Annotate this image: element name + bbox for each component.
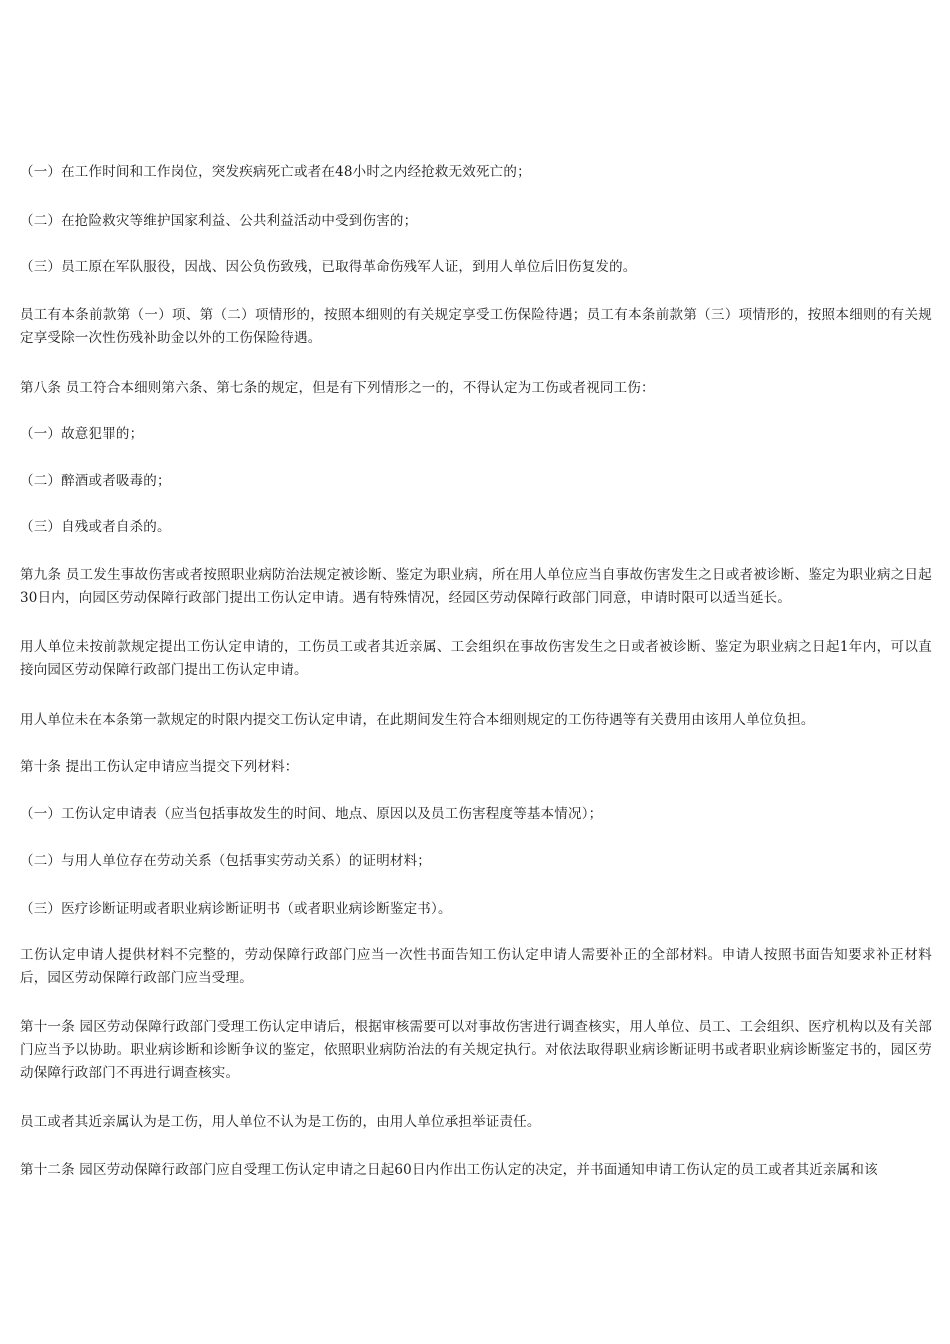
paragraph-article-10-item-1: （一）工伤认定申请表（应当包括事故发生的时间、地点、原因以及员工伤害程度等基本情况）； <box>20 806 603 822</box>
paragraph-clause-3: （三）员工原在军队服役，因战、因公负伤致残，已取得革命伤残军人证，到用人单位后旧伤复发的。 <box>20 259 637 275</box>
paragraph-article-9-clause-3: 用人单位未在本条第一款规定的时限内提交工伤认定申请，在此期间发生符合本细则规定的工伤待遇等有关费用由该用人单位负担。 <box>20 712 815 728</box>
paragraph-article-11: 第十一条 园区劳动保障行政部门受理工伤认定申请后，根据审核需要可以对事故伤害进行调查核实，用人单位、员工、工会组织、医疗机构以及有关部门应当予以协助。职业病诊断和诊断争议的鉴定，依照职业病防治法的有关规定执行。对依法取得职业病诊断证明书或者职业病诊断鉴定书的，园区劳动保障行政部门不再进行调查核实。 <box>20 1019 932 1081</box>
paragraph-article-12: 第十二条 园区劳动保障行政部门应自受理工伤认定申请之日起60日内作出工伤认定的决定，并书面通知申请工伤认定的员工或者其近亲属和该 <box>20 1162 878 1178</box>
paragraph-article-10-item-3: （三）医疗诊断证明或者职业病诊断证明书（或者职业病诊断鉴定书）。 <box>20 901 452 917</box>
paragraph-clause-2: （二）在抢险救灾等维护国家利益、公共利益活动中受到伤害的； <box>20 213 418 229</box>
paragraph-article-10-item-2: （二）与用人单位存在劳动关系（包括事实劳动关系）的证明材料； <box>20 853 431 869</box>
paragraph-article-8-item-3: （三）自残或者自杀的。 <box>20 519 171 535</box>
paragraph-article-9-clause-2: 用人单位未按前款规定提出工伤认定申请的，工伤员工或者其近亲属、工会组织在事故伤害发生之日或者被诊断、鉴定为职业病之日起1年内，可以直接向园区劳动保障行政部门提出工伤认定申请。 <box>20 639 932 678</box>
paragraph-article-9: 第九条 员工发生事故伤害或者按照职业病防治法规定被诊断、鉴定为职业病，所在用人单位应当自事故伤害发生之日或者被诊断、鉴定为职业病之日起30日内，向园区劳动保障行政部门提出工伤认定申请。遇有特殊情况，经园区劳动保障行政部门同意，申请时限可以适当延长。 <box>20 567 932 606</box>
paragraph-article-8: 第八条 员工符合本细则第六条、第七条的规定，但是有下列情形之一的，不得认定为工伤或者视同工伤： <box>20 380 655 396</box>
paragraph-treatment: 员工有本条前款第（一）项、第（二）项情形的，按照本细则的有关规定享受工伤保险待遇；员工有本条前款第（三）项情形的，按照本细则的有关规定享受除一次性伤残补助金以外的工伤保险待遇。 <box>20 307 932 346</box>
paragraph-article-8-item-2: （二）醉酒或者吸毒的； <box>20 473 171 489</box>
paragraph-article-10: 第十条 提出工伤认定申请应当提交下列材料： <box>20 759 299 775</box>
paragraph-article-8-item-1: （一）故意犯罪的； <box>20 426 144 442</box>
paragraph-incomplete-materials: 工伤认定申请人提供材料不完整的，劳动保障行政部门应当一次性书面告知工伤认定申请人需要补正的全部材料。申请人按照书面告知要求补正材料后，园区劳动保障行政部门应当受理。 <box>20 947 932 986</box>
paragraph-clause-1: （一）在工作时间和工作岗位，突发疾病死亡或者在48小时之内经抢救无效死亡的； <box>20 164 531 180</box>
paragraph-burden-of-proof: 员工或者其近亲属认为是工伤，用人单位不认为是工伤的，由用人单位承担举证责任。 <box>20 1114 541 1130</box>
